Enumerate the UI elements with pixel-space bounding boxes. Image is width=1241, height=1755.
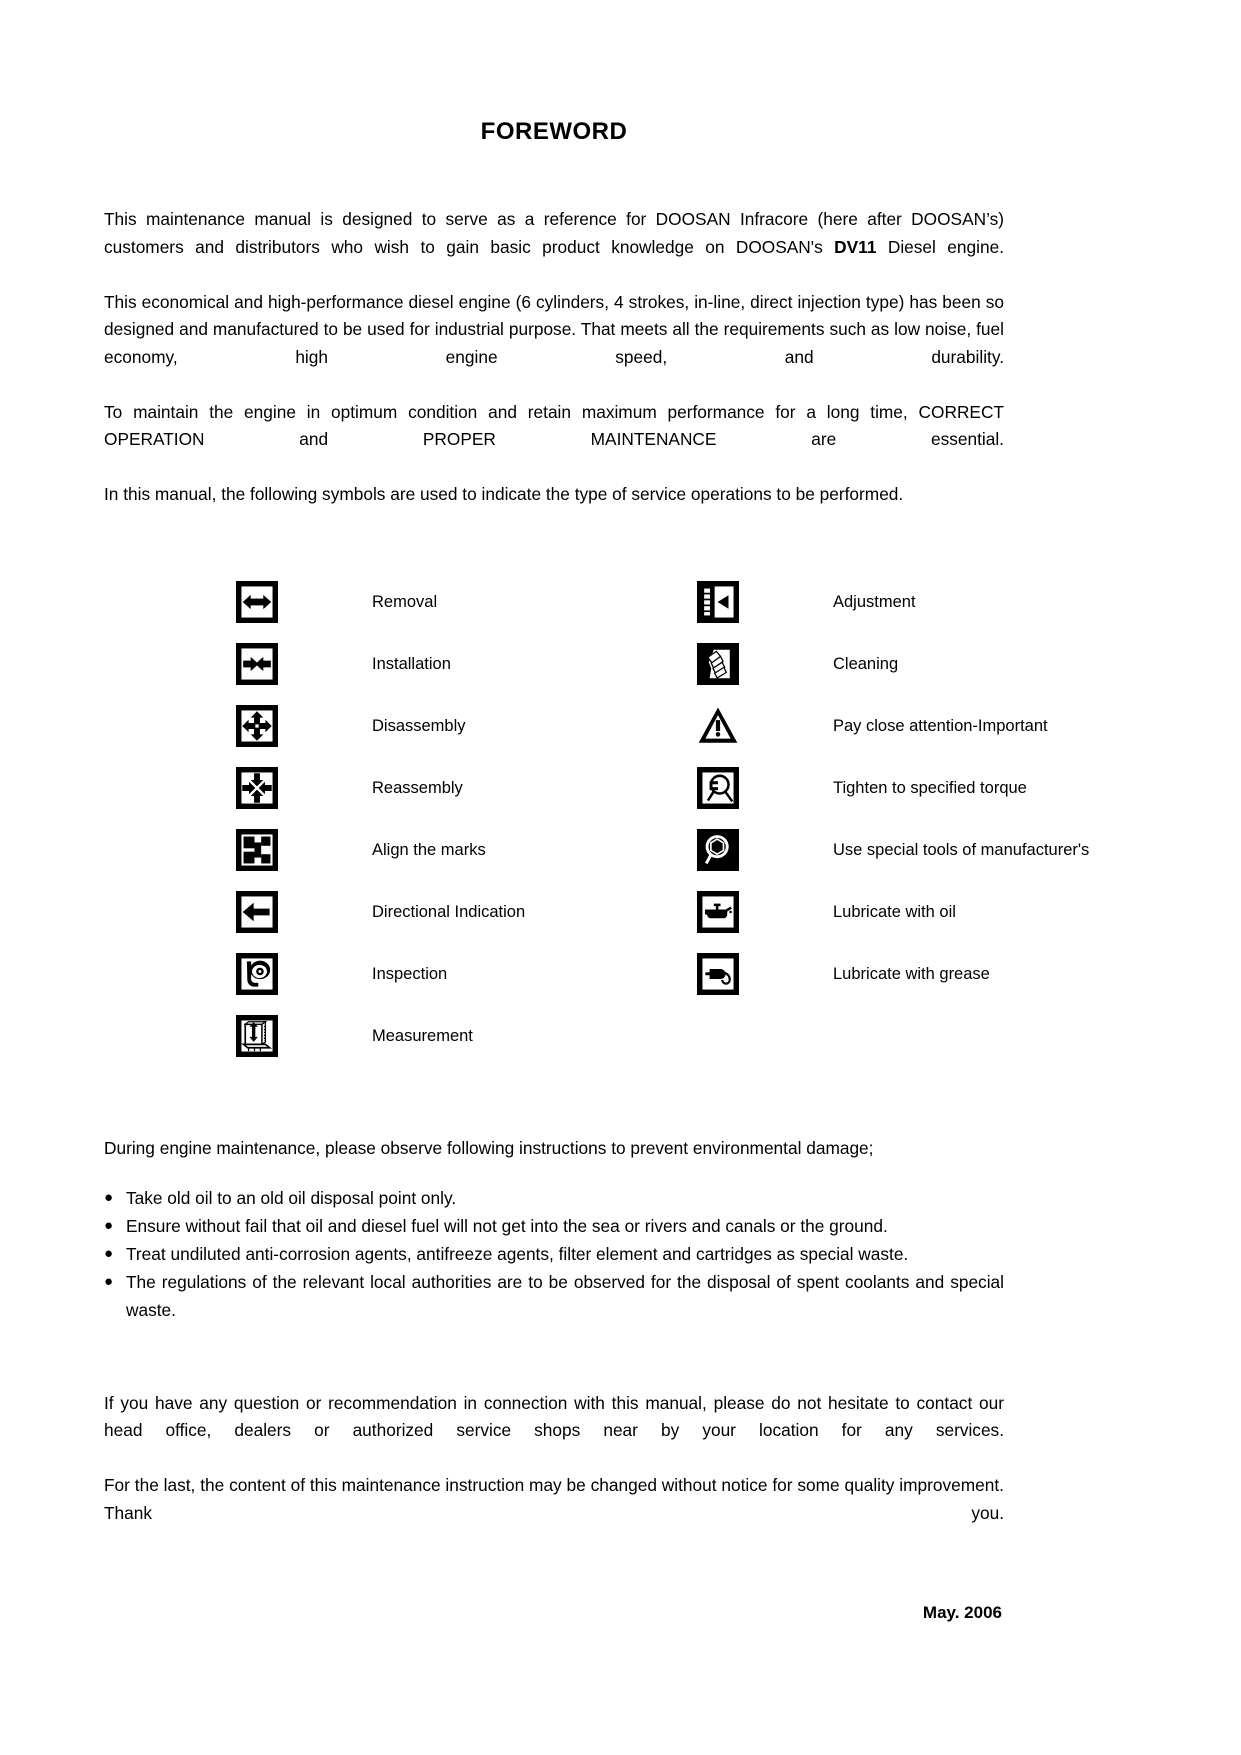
special-tools-icon (697, 829, 833, 871)
legend-label: Installation (372, 654, 451, 673)
inspection-icon (236, 953, 372, 995)
legend-label: Removal (372, 592, 438, 611)
installation-icon (236, 643, 372, 685)
environmental-notice-intro: During engine maintenance, please observe following instructions to prevent environmental damage; (104, 1137, 874, 1158)
bullet-icon: ● (104, 1216, 114, 1234)
torque-wrench-icon (697, 767, 833, 809)
list-item-text: Take old oil to an old oil disposal point only. (126, 1187, 457, 1208)
legend-label: Tighten to specified torque (833, 778, 1027, 797)
disassembly-icon (236, 705, 372, 747)
environmental-bullet-list (104, 1184, 1004, 1352)
intro-p1-tail: Diesel engine. (876, 236, 1004, 257)
lubricate-grease-icon (697, 953, 833, 995)
closing-paragraph-2: For the last, the content of this maintenance instruction may be changed without notice for some quality improvement. Thank you. (104, 1475, 1004, 1523)
legend-label: Inspection (372, 964, 448, 983)
align-marks-icon (236, 829, 372, 871)
list-item-text: The regulations of the relevant local authorities are to be observed for the disposal of spent coolants and special waste. (126, 1271, 1004, 1320)
symbol-legend (104, 571, 1090, 1067)
intro-p1-text: This maintenance manual is designed to serve as a reference for DOOSAN Infracore (here after DOOSAN’s) customers and distributors who wish to gain basic product knowledge on DOOSAN's (104, 209, 1004, 257)
intro-paragraph-2: This economical and high-performance diesel engine (6 cylinders, 4 strokes, in-line, direct injection type) has been so designed and manufactured to be used for industrial purpose. That meets all the requirements such as low noise, fuel economy, high engine speed, and durability. (104, 291, 1004, 367)
reassembly-icon (236, 767, 372, 809)
legend-label: Align the marks (372, 840, 486, 859)
warning-triangle-icon (697, 705, 833, 747)
legend-label: Pay close attention-Important (833, 716, 1048, 735)
closing-paragraph-1: If you have any question or recommendation in connection with this manual, please do not hesitate to contact our head office, dealers or authorized service shops near by your location for any services. (104, 1392, 1004, 1440)
cleaning-icon (697, 643, 833, 685)
list-item (104, 1268, 1004, 1352)
bullet-icon: ● (104, 1244, 114, 1262)
list-item (104, 1184, 1004, 1212)
page-title: FOREWORD (480, 118, 628, 145)
bullet-icon: ● (104, 1272, 114, 1290)
lubricate-oil-icon (697, 891, 833, 933)
legend-label: Measurement (372, 1026, 473, 1045)
removal-icon (236, 581, 372, 623)
legend-label: Adjustment (833, 592, 916, 611)
legend-label: Cleaning (833, 654, 899, 673)
legend-label: Use special tools of manufacturer's (833, 840, 1090, 859)
legend-label: Lubricate with grease (833, 964, 990, 983)
closing-paragraphs (104, 1390, 1004, 1555)
list-item-text: Ensure without fail that oil and diesel fuel will not get into the sea or rivers and canals or the ground. (126, 1215, 888, 1236)
intro-paragraphs (104, 206, 1004, 509)
engine-model-label: DV11 (834, 236, 877, 257)
legend-label: Disassembly (372, 716, 466, 735)
list-item (104, 1212, 1004, 1240)
measurement-icon (236, 1015, 372, 1057)
intro-paragraph-1 (104, 206, 1004, 289)
bullet-icon: ● (104, 1188, 114, 1206)
directional-indication-icon (236, 891, 372, 933)
legend-label: Directional Indication (372, 902, 526, 921)
intro-paragraph-3: To maintain the engine in optimum condition and retain maximum performance for a long time, CORRECT OPERATION and PROPER MAINTENANCE are essential. (104, 401, 1004, 449)
list-item-text: Treat undiluted anti-corrosion agents, antifreeze agents, filter element and cartridges as special waste. (126, 1243, 909, 1264)
adjustment-icon (697, 581, 833, 623)
list-item (104, 1240, 1004, 1268)
page-content (104, 0, 1090, 1623)
legend-label: Lubricate with oil (833, 902, 956, 921)
intro-paragraph-4: In this manual, the following symbols are used to indicate the type of service operations to be performed. (104, 484, 904, 504)
legend-label: Reassembly (372, 778, 463, 797)
publication-date: May. 2006 (922, 1602, 1002, 1622)
